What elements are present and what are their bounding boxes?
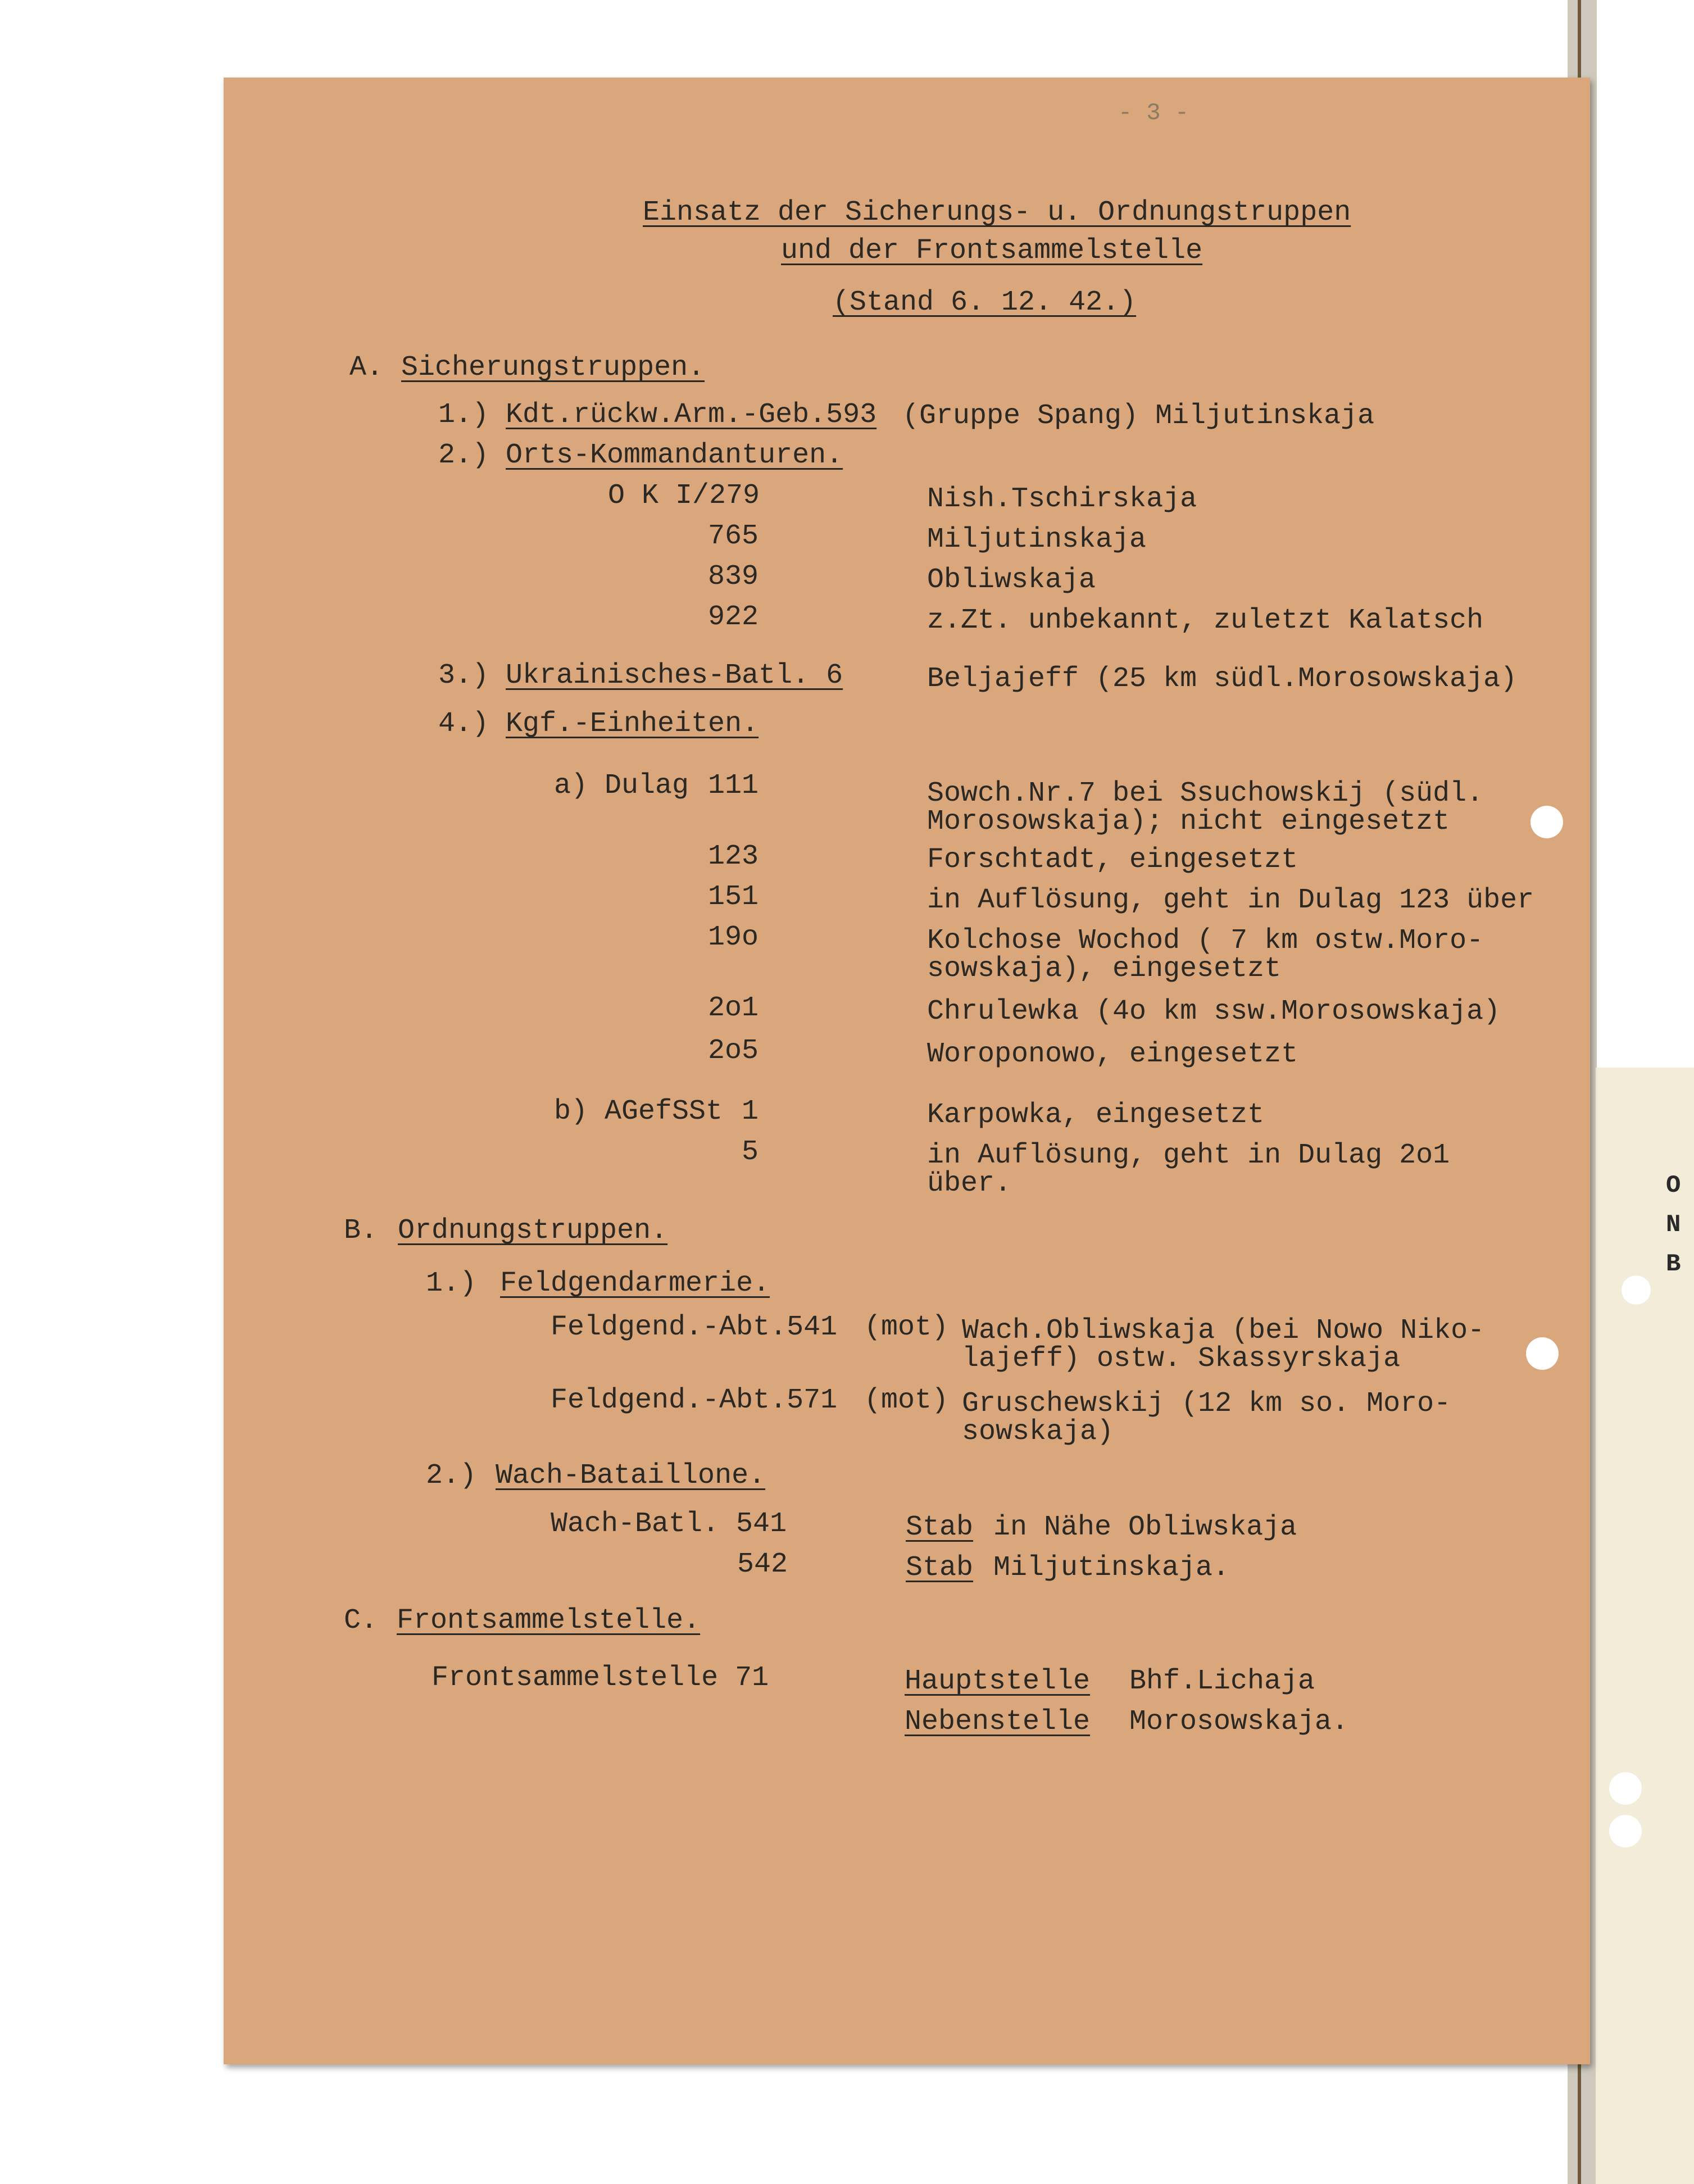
item-number: 1.) — [426, 1268, 477, 1300]
feldgend-location: Gruschewskij (12 km so. Moro- — [962, 1388, 1451, 1420]
nebenstelle-label: Nebenstelle — [905, 1706, 1091, 1738]
ok-location: Miljutinskaja — [927, 524, 1147, 556]
document-page — [224, 78, 1590, 2064]
section-c-label: C. — [344, 1605, 378, 1637]
dulag-location: Forschtadt, eingesetzt — [927, 844, 1298, 876]
section-c-heading: Frontsammelstelle. — [397, 1605, 701, 1637]
ok-location: Obliwskaja — [927, 564, 1096, 596]
kgf-einheiten-heading: Kgf.-Einheiten. — [506, 708, 759, 740]
section-a-heading: Sicherungstruppen. — [401, 352, 705, 384]
punch-hole — [1609, 1815, 1642, 1847]
ok-location: Nish.Tschirskaja — [927, 483, 1197, 515]
punch-hole — [1609, 1772, 1642, 1805]
item-number: 2.) — [438, 439, 489, 471]
wach-bataillone-heading: Wach-Bataillone. — [496, 1460, 766, 1492]
behind-sheet-char: B — [1666, 1250, 1681, 1278]
feldgend-unit: Feldgend.-Abt.541 — [551, 1311, 838, 1343]
hauptstelle-label: Hauptstelle — [905, 1665, 1091, 1697]
wach-batl-unit: Wach-Batl. 541 — [551, 1508, 787, 1540]
feldgend-mot: (mot) — [864, 1311, 949, 1343]
dulag-location: Woroponowo, eingesetzt — [927, 1038, 1298, 1070]
wach-batl-location: in Nähe Obliwskaja — [993, 1511, 1297, 1543]
punch-hole — [1622, 1275, 1651, 1305]
item-number: 3.) — [438, 660, 489, 692]
ok-unit: O K I/279 — [608, 480, 760, 512]
orts-kommandanturen-heading: Orts-Kommandanturen. — [506, 439, 843, 471]
dulag-location: Morosowskaja); nicht eingesetzt — [927, 806, 1450, 838]
ok-unit: 765 — [708, 520, 759, 552]
item-number: 2.) — [426, 1460, 477, 1492]
dulag-unit: 2o1 — [708, 992, 759, 1024]
hauptstelle-location: Bhf.Lichaja — [1129, 1665, 1315, 1697]
behind-sheet-char: O — [1666, 1172, 1681, 1200]
document-title-line-1: Einsatz der Sicherungs- u. Ordnungstruppen — [643, 197, 1351, 229]
agefsst-location: über. — [927, 1168, 1012, 1200]
wach-batl-unit: 542 — [737, 1549, 788, 1581]
dulag-unit: 2o5 — [708, 1035, 759, 1067]
ok-unit: 922 — [708, 601, 759, 633]
wach-batl-location: Miljutinskaja. — [993, 1552, 1230, 1584]
dulag-location: Sowch.Nr.7 bei Ssuchowskij (südl. — [927, 778, 1484, 810]
dulag-location: Kolchose Wochod ( 7 km ostw.Moro- — [927, 925, 1484, 957]
dulag-label: a) Dulag — [554, 770, 689, 802]
kdt-unit: Kdt.rückw.Arm.-Geb.593 — [506, 399, 877, 431]
section-a-label: A. — [349, 352, 384, 384]
behind-sheet-char: N — [1666, 1211, 1681, 1239]
agefsst-location: in Auflösung, geht in Dulag 2o1 — [927, 1139, 1450, 1172]
item-number: 1.) — [438, 399, 489, 431]
stab-label: Stab — [906, 1511, 974, 1543]
agefsst-unit: 1 — [742, 1096, 759, 1128]
feldgend-location: lajeff) ostw. Skassyrskaja — [962, 1343, 1401, 1375]
punch-hole — [1526, 1337, 1559, 1370]
kdt-location: (Gruppe Spang) Miljutinskaja — [902, 400, 1375, 432]
ok-unit: 839 — [708, 561, 759, 593]
document-title-line-2: und der Frontsammelstelle — [781, 235, 1203, 267]
section-b-label: B. — [344, 1215, 378, 1247]
section-b-heading: Ordnungstruppen. — [398, 1215, 668, 1247]
nebenstelle-location: Morosowskaja. — [1129, 1706, 1349, 1738]
page-number-mark: - 3 - — [1118, 99, 1189, 126]
dulag-unit: 151 — [708, 881, 759, 913]
feldgend-location: sowskaja) — [962, 1416, 1114, 1448]
feldgendarmerie-heading: Feldgendarmerie. — [500, 1268, 770, 1300]
dulag-unit: 123 — [708, 841, 759, 873]
punch-hole — [1530, 806, 1563, 838]
dulag-location: sowskaja), eingesetzt — [927, 953, 1282, 985]
feldgend-mot: (mot) — [864, 1384, 949, 1416]
frontsammelstelle-unit: Frontsammelstelle 71 — [432, 1662, 769, 1694]
ukrainian-battalion-unit: Ukrainisches-Batl. 6 — [506, 660, 843, 692]
feldgend-location: Wach.Obliwskaja (bei Nowo Niko- — [962, 1315, 1485, 1347]
stab-label: Stab — [906, 1552, 974, 1584]
dulag-unit: 111 — [708, 770, 759, 802]
dulag-location: Chrulewka (4o km ssw.Morosowskaja) — [927, 996, 1501, 1028]
dulag-unit: 19o — [708, 921, 759, 953]
document-title-line-3: (Stand 6. 12. 42.) — [833, 287, 1137, 319]
feldgend-unit: Feldgend.-Abt.571 — [551, 1384, 838, 1416]
agefsst-location: Karpowka, eingesetzt — [927, 1099, 1265, 1131]
agefsst-unit: 5 — [742, 1136, 759, 1168]
item-number: 4.) — [438, 708, 489, 740]
dulag-location: in Auflösung, geht in Dulag 123 über — [927, 884, 1534, 916]
ok-location: z.Zt. unbekannt, zuletzt Kalatsch — [927, 605, 1484, 637]
agefsst-label: b) AGefSSt — [554, 1096, 723, 1128]
ukrainian-battalion-location: Beljajeff (25 km südl.Morosowskaja) — [927, 663, 1518, 695]
